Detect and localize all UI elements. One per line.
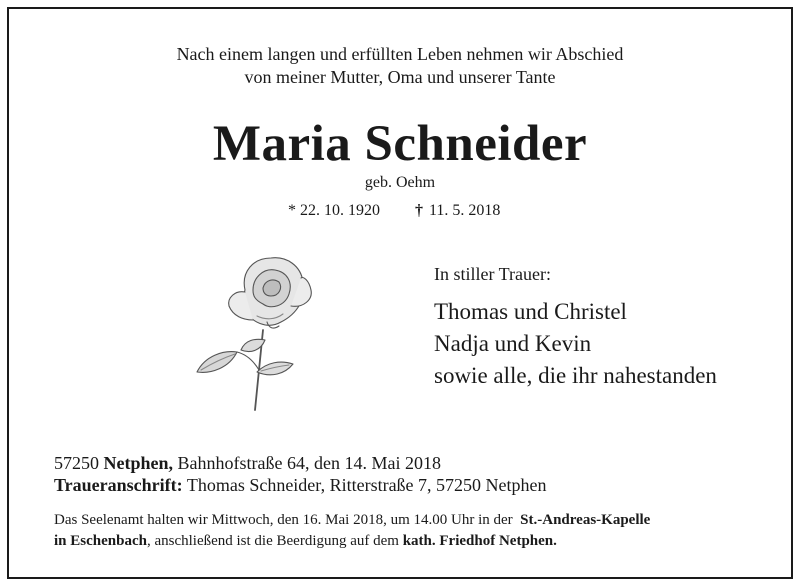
service-line-2 bbox=[54, 531, 650, 552]
cemetery-name: kath. Friedhof Netphen. bbox=[402, 533, 557, 549]
death-date-group bbox=[415, 202, 500, 220]
street-date: Bahnhofstraße 64, den 14. Mai 2018 bbox=[177, 453, 441, 473]
mourning-label: In stiller Trauer: bbox=[434, 264, 551, 284]
chapel-location: in Eschenbach bbox=[54, 533, 147, 549]
mourner-line: sowie alle, die ihr nahestanden bbox=[434, 363, 717, 388]
rose-icon bbox=[183, 250, 333, 420]
intro-line-2: von meiner Mutter, Oma und unserer Tante bbox=[244, 67, 556, 87]
mourner-line: Thomas und Christel bbox=[434, 299, 627, 324]
death-date: 11. 5. 2018 bbox=[429, 202, 501, 219]
intro-line-1: Nach einem langen und erfüllten Leben nehmen wir Abschied bbox=[176, 44, 624, 64]
place-date-line bbox=[54, 452, 547, 474]
service-text-2: , anschließend ist die Beerdigung auf dem bbox=[146, 533, 399, 549]
city: Netphen, bbox=[103, 453, 174, 473]
contact-address: Thomas Schneider, Ritterstraße 7, 57250 Netphen bbox=[186, 475, 547, 495]
deceased-name: Maria Schneider bbox=[212, 116, 588, 172]
mourners-list bbox=[434, 296, 717, 392]
maiden-name: geb. Oehm bbox=[364, 174, 436, 191]
chapel-name: St.-Andreas-Kapelle bbox=[520, 512, 651, 528]
postal-code: 57250 bbox=[54, 453, 99, 473]
contact-line bbox=[54, 474, 547, 496]
intro-text bbox=[0, 43, 800, 89]
mourner-line: Nadja und Kevin bbox=[434, 331, 592, 356]
contact-label: Traueranschrift: bbox=[54, 475, 183, 495]
birth-date: * 22. 10. 1920 bbox=[288, 202, 380, 219]
cross-icon: † bbox=[415, 202, 423, 219]
service-line-1 bbox=[54, 510, 650, 531]
service-text-1: Das Seelenamt halten wir Mittwoch, den 16. Mai 2018, um 14.00 Uhr in der bbox=[54, 512, 513, 528]
address-block bbox=[54, 452, 547, 496]
service-notice bbox=[54, 510, 650, 552]
